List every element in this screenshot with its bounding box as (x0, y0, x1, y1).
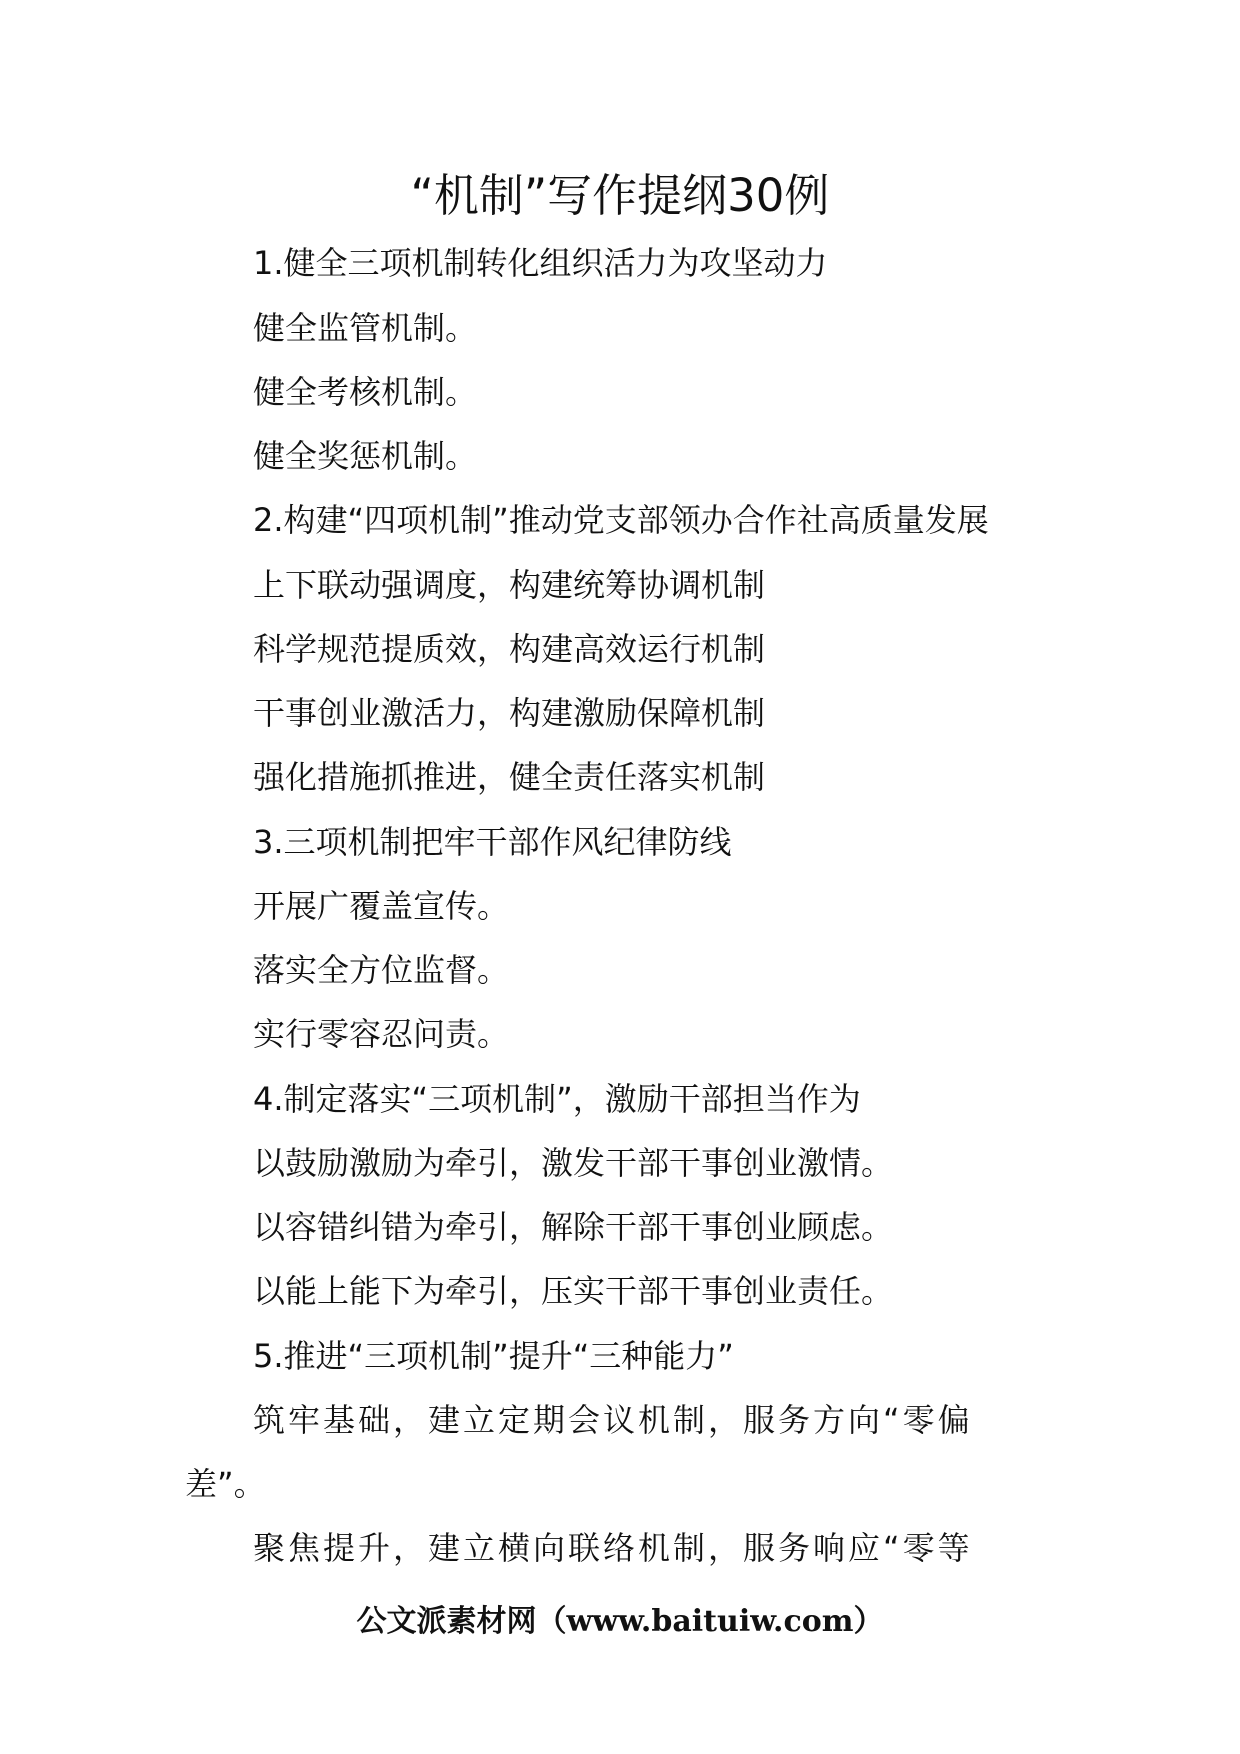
outline-item: 以容错纠错为牵引，解除干部干事创业顾虑。 (253, 1208, 894, 1246)
outline-item-continuation: 差”。 (185, 1465, 266, 1503)
outline-heading-1: 1.健全三项机制转化组织活力为攻坚动力 (253, 244, 828, 282)
outline-item: 干事创业激活力，构建激励保障机制 (253, 694, 766, 732)
outline-heading-5: 5.推进“三项机制”提升“三种能力” (253, 1337, 734, 1375)
outline-item: 落实全方位监督。 (253, 951, 510, 989)
outline-item: 筑牢基础，建立定期会议机制，服务方向“零偏 (253, 1401, 973, 1439)
outline-item: 聚焦提升，建立横向联络机制，服务响应“零等 (253, 1529, 973, 1567)
outline-heading-3: 3.三项机制把牢干部作风纪律防线 (253, 823, 732, 861)
outline-item: 上下联动强调度，构建统筹协调机制 (253, 566, 766, 604)
outline-item: 以能上能下为牵引，压实干部干事创业责任。 (253, 1272, 894, 1310)
outline-heading-2: 2.构建“四项机制”推动党支部领办合作社高质量发展 (253, 501, 989, 539)
outline-item: 强化措施抓推进，健全责任落实机制 (253, 758, 766, 796)
outline-item: 开展广覆盖宣传。 (253, 887, 510, 925)
outline-item: 以鼓励激励为牵引，激发干部干事创业激情。 (253, 1144, 894, 1182)
outline-heading-4: 4.制定落实“三项机制”，激励干部担当作为 (253, 1080, 861, 1118)
outline-item: 健全监管机制。 (253, 309, 478, 347)
outline-item: 健全考核机制。 (253, 373, 478, 411)
outline-item: 科学规范提质效，构建高效运行机制 (253, 630, 766, 668)
outline-item: 健全奖惩机制。 (253, 437, 478, 475)
footer-source: 公文派素材网（www.baituiw.com） (356, 1604, 884, 1639)
document-title: “机制”写作提纲30例 (410, 169, 830, 222)
outline-item: 实行零容忍问责。 (253, 1015, 510, 1053)
